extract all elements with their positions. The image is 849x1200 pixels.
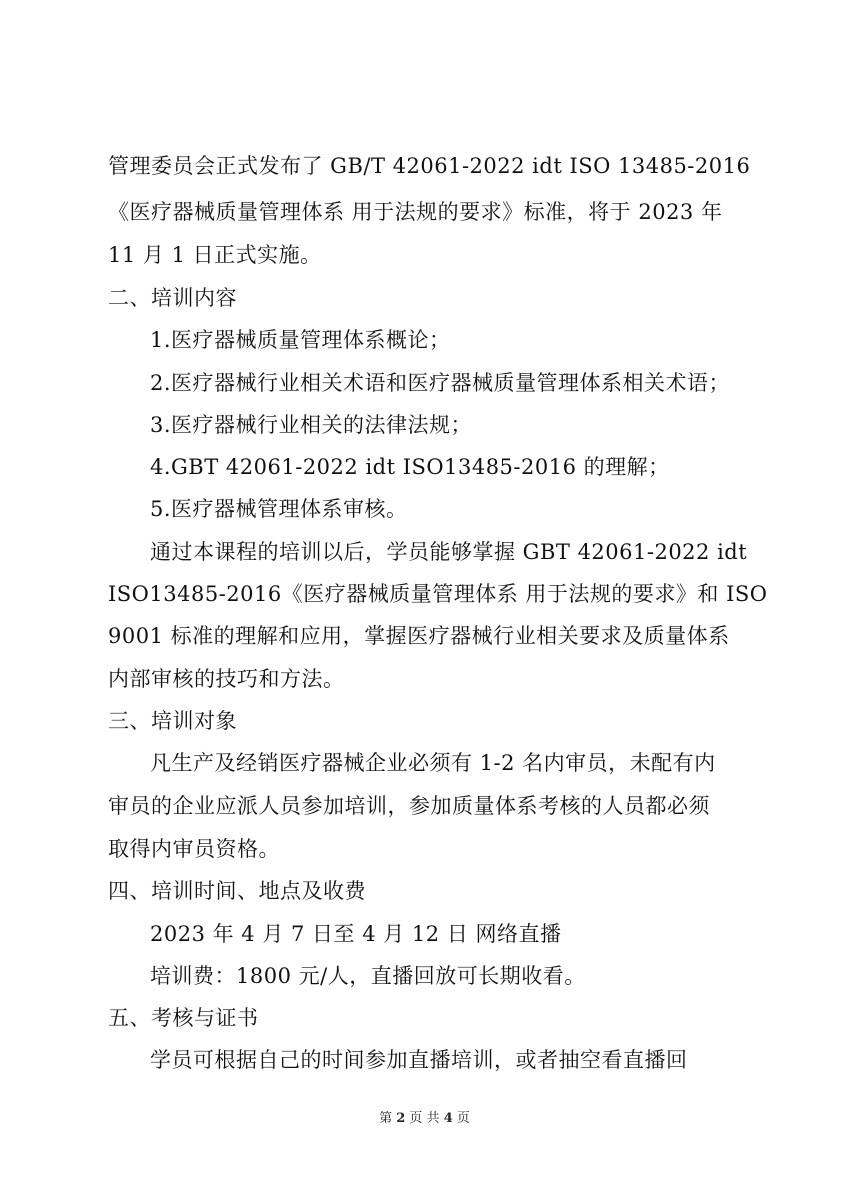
list-item: 3.医疗器械行业相关的法律法规； bbox=[150, 413, 473, 437]
section-heading: 二、培训内容 bbox=[108, 286, 237, 310]
paragraph-line: 9001 标准的理解和应用，掌握医疗器械行业相关要求及质量体系 bbox=[108, 624, 730, 648]
paragraph-line: 11 月 1 日正式实施。 bbox=[108, 243, 322, 267]
paragraph-line: 审员的企业应派人员参加培训，参加质量体系考核的人员都必须 bbox=[108, 794, 710, 818]
paragraph-line: 培训费：1800 元/人，直播回放可长期收看。 bbox=[150, 964, 586, 988]
paragraph-line: 学员可根据自己的时间参加直播培训，或者抽空看直播回 bbox=[150, 1048, 688, 1072]
paragraph-line: 《医疗器械质量管理体系 用于法规的要求》标准，将于 2023 年 bbox=[108, 200, 723, 224]
section-heading: 五、考核与证书 bbox=[108, 1006, 259, 1030]
paragraph-line: 取得内审员资格。 bbox=[108, 837, 280, 861]
footer-middle: 页 共 bbox=[409, 1111, 440, 1126]
list-item: 5.医疗器械管理体系审核。 bbox=[150, 497, 408, 521]
section-heading: 四、培训时间、地点及收费 bbox=[108, 879, 366, 903]
paragraph-line: 通过本课程的培训以后，学员能够掌握 GBT 42061-2022 idt bbox=[150, 540, 748, 564]
paragraph-line: 内部审核的技巧和方法。 bbox=[108, 667, 345, 691]
paragraph-line: 凡生产及经销医疗器械企业必须有 1-2 名内审员，未配有内 bbox=[150, 751, 716, 775]
list-item: 2.医疗器械行业相关术语和医疗器械质量管理体系相关术语； bbox=[150, 371, 731, 395]
list-item: 1.医疗器械质量管理体系概论； bbox=[150, 328, 451, 352]
paragraph-line: ISO13485-2016《医疗器械质量管理体系 用于法规的要求》和 ISO bbox=[108, 582, 768, 606]
list-item: 4.GBT 42061-2022 idt ISO13485-2016 的理解； bbox=[150, 455, 670, 479]
footer-prefix: 第 bbox=[379, 1111, 393, 1126]
paragraph-line: 2023 年 4 月 7 日至 4 月 12 日 网络直播 bbox=[150, 922, 562, 946]
footer-suffix: 页 bbox=[456, 1111, 470, 1126]
footer-page-number: 2 bbox=[396, 1111, 406, 1126]
paragraph-line: 管理委员会正式发布了 GB/T 42061-2022 idt ISO 13485-2016 bbox=[108, 154, 751, 178]
page-footer bbox=[0, 1110, 849, 1128]
footer-total-pages: 4 bbox=[443, 1111, 453, 1126]
section-heading: 三、培训对象 bbox=[108, 709, 237, 733]
